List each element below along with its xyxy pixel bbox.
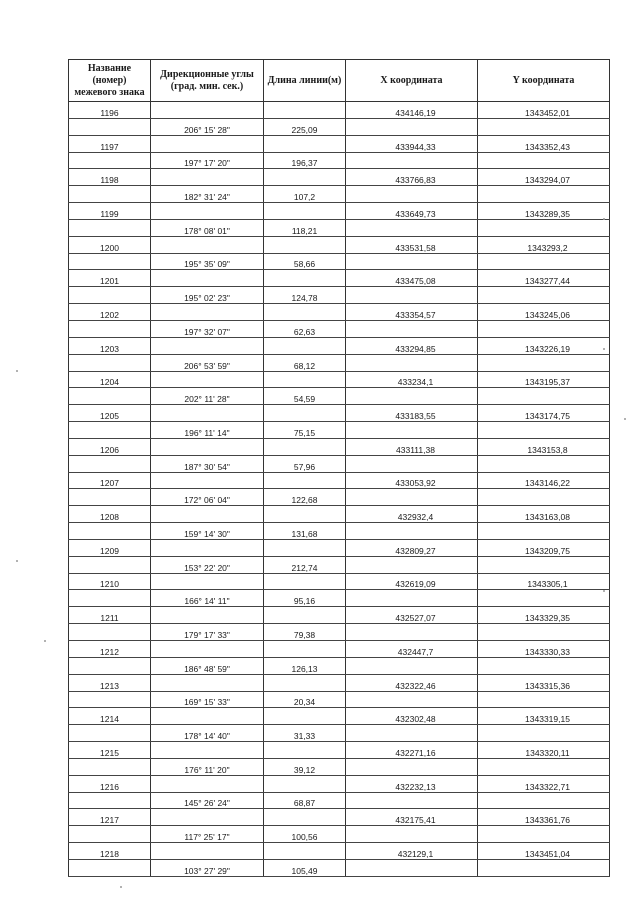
empty-cell: [478, 219, 610, 236]
x-coordinate-cell: 433294,85: [346, 337, 478, 354]
direction-angle-cell: 202° 11' 28": [151, 388, 264, 405]
empty-cell: [151, 438, 264, 455]
empty-cell: [264, 304, 346, 321]
empty-cell: [346, 859, 478, 876]
empty-cell: [264, 169, 346, 186]
empty-cell: [346, 691, 478, 708]
empty-cell: [69, 354, 151, 371]
empty-cell: [69, 320, 151, 337]
empty-cell: [151, 203, 264, 220]
direction-angle-cell: 166° 14' 11": [151, 590, 264, 607]
empty-cell: [151, 742, 264, 759]
empty-cell: [151, 270, 264, 287]
empty-cell: [69, 657, 151, 674]
line-length-cell: 20,34: [264, 691, 346, 708]
table-row: [69, 657, 610, 674]
table-row: [69, 304, 610, 321]
header-mark-name: Название (номер) межевого знака: [69, 60, 151, 102]
empty-cell: [478, 792, 610, 809]
table-row: [69, 691, 610, 708]
mark-name-cell: 1197: [69, 135, 151, 152]
line-length-cell: 75,15: [264, 422, 346, 439]
empty-cell: [151, 304, 264, 321]
mark-name-cell: 1196: [69, 102, 151, 119]
mark-name-cell: 1218: [69, 843, 151, 860]
table-row: [69, 809, 610, 826]
y-coordinate-cell: 1343305,1: [478, 573, 610, 590]
x-coordinate-cell: 432232,13: [346, 775, 478, 792]
empty-cell: [69, 455, 151, 472]
y-coordinate-cell: 1343452,01: [478, 102, 610, 119]
empty-cell: [346, 758, 478, 775]
table-row: [69, 102, 610, 119]
x-coordinate-cell: 432619,09: [346, 573, 478, 590]
mark-name-cell: 1213: [69, 674, 151, 691]
empty-cell: [151, 573, 264, 590]
x-coordinate-cell: 434146,19: [346, 102, 478, 119]
mark-name-cell: 1200: [69, 236, 151, 253]
scan-speck: [603, 590, 605, 592]
empty-cell: [346, 287, 478, 304]
empty-cell: [478, 287, 610, 304]
empty-cell: [69, 186, 151, 203]
empty-cell: [478, 489, 610, 506]
empty-cell: [346, 523, 478, 540]
empty-cell: [69, 590, 151, 607]
x-coordinate-cell: 432322,46: [346, 674, 478, 691]
mark-name-cell: 1201: [69, 270, 151, 287]
empty-cell: [264, 539, 346, 556]
empty-cell: [69, 118, 151, 135]
empty-cell: [346, 152, 478, 169]
table-row: [69, 725, 610, 742]
table-row: [69, 118, 610, 135]
y-coordinate-cell: 1343330,33: [478, 641, 610, 658]
empty-cell: [264, 371, 346, 388]
header-line-length: Длина линии(м): [264, 60, 346, 102]
empty-cell: [264, 135, 346, 152]
x-coordinate-cell: 432932,4: [346, 506, 478, 523]
empty-cell: [264, 236, 346, 253]
y-coordinate-cell: 1343352,43: [478, 135, 610, 152]
direction-angle-cell: 159° 14' 30": [151, 523, 264, 540]
empty-cell: [346, 455, 478, 472]
y-coordinate-cell: 1343315,36: [478, 674, 610, 691]
line-length-cell: 62,63: [264, 320, 346, 337]
line-length-cell: 39,12: [264, 758, 346, 775]
x-coordinate-cell: 432271,16: [346, 742, 478, 759]
empty-cell: [264, 742, 346, 759]
empty-cell: [151, 607, 264, 624]
table-row: [69, 203, 610, 220]
empty-cell: [69, 152, 151, 169]
y-coordinate-cell: 1343319,15: [478, 708, 610, 725]
empty-cell: [346, 388, 478, 405]
empty-cell: [264, 775, 346, 792]
empty-cell: [151, 674, 264, 691]
empty-cell: [69, 422, 151, 439]
empty-cell: [478, 758, 610, 775]
empty-cell: [346, 725, 478, 742]
empty-cell: [264, 203, 346, 220]
empty-cell: [346, 422, 478, 439]
empty-cell: [151, 371, 264, 388]
direction-angle-cell: 178° 08' 01": [151, 219, 264, 236]
empty-cell: [151, 641, 264, 658]
empty-cell: [478, 826, 610, 843]
header-y-coordinate: Y координата: [478, 60, 610, 102]
empty-cell: [69, 758, 151, 775]
y-coordinate-cell: 1343209,75: [478, 539, 610, 556]
direction-angle-cell: 197° 32' 07": [151, 320, 264, 337]
empty-cell: [264, 573, 346, 590]
y-coordinate-cell: 1343163,08: [478, 506, 610, 523]
empty-cell: [346, 489, 478, 506]
y-coordinate-cell: 1343195,37: [478, 371, 610, 388]
empty-cell: [69, 725, 151, 742]
empty-cell: [478, 186, 610, 203]
empty-cell: [151, 809, 264, 826]
empty-cell: [264, 438, 346, 455]
empty-cell: [264, 641, 346, 658]
table-row: [69, 590, 610, 607]
table-row: [69, 219, 610, 236]
mark-name-cell: 1209: [69, 539, 151, 556]
table-row: [69, 758, 610, 775]
empty-cell: [151, 708, 264, 725]
line-length-cell: 57,96: [264, 455, 346, 472]
scan-speck: [120, 886, 122, 888]
empty-cell: [478, 556, 610, 573]
direction-angle-cell: 206° 53' 59": [151, 354, 264, 371]
direction-angle-cell: 103° 27' 29": [151, 859, 264, 876]
empty-cell: [346, 624, 478, 641]
direction-angle-cell: 117° 25' 17": [151, 826, 264, 843]
empty-cell: [264, 405, 346, 422]
table-row: [69, 742, 610, 759]
empty-cell: [478, 725, 610, 742]
empty-cell: [264, 607, 346, 624]
empty-cell: [69, 287, 151, 304]
mark-name-cell: 1206: [69, 438, 151, 455]
table-row: [69, 792, 610, 809]
x-coordinate-cell: 433531,58: [346, 236, 478, 253]
mark-name-cell: 1211: [69, 607, 151, 624]
empty-cell: [478, 253, 610, 270]
line-length-cell: 58,66: [264, 253, 346, 270]
empty-cell: [264, 472, 346, 489]
table-row: [69, 388, 610, 405]
empty-cell: [151, 236, 264, 253]
empty-cell: [151, 102, 264, 119]
empty-cell: [346, 657, 478, 674]
empty-cell: [69, 523, 151, 540]
y-coordinate-cell: 1343322,71: [478, 775, 610, 792]
x-coordinate-cell: 433944,33: [346, 135, 478, 152]
direction-angle-cell: 182° 31' 24": [151, 186, 264, 203]
scan-speck: [603, 218, 605, 220]
table-body: [69, 102, 610, 877]
table-row: [69, 135, 610, 152]
empty-cell: [151, 405, 264, 422]
direction-angle-cell: 206° 15' 28": [151, 118, 264, 135]
table-row: [69, 674, 610, 691]
empty-cell: [346, 792, 478, 809]
empty-cell: [478, 422, 610, 439]
x-coordinate-cell: 433354,57: [346, 304, 478, 321]
line-length-cell: 68,87: [264, 792, 346, 809]
line-length-cell: 124,78: [264, 287, 346, 304]
mark-name-cell: 1204: [69, 371, 151, 388]
empty-cell: [478, 657, 610, 674]
direction-angle-cell: 178° 14' 40": [151, 725, 264, 742]
line-length-cell: 118,21: [264, 219, 346, 236]
scan-speck: [16, 560, 18, 562]
table-row: [69, 287, 610, 304]
table-row: [69, 422, 610, 439]
empty-cell: [346, 186, 478, 203]
mark-name-cell: 1202: [69, 304, 151, 321]
empty-cell: [151, 506, 264, 523]
empty-cell: [151, 843, 264, 860]
direction-angle-cell: 195° 35' 09": [151, 253, 264, 270]
empty-cell: [151, 135, 264, 152]
boundary-coordinates-table: [68, 59, 610, 877]
empty-cell: [151, 775, 264, 792]
empty-cell: [478, 455, 610, 472]
table-row: [69, 826, 610, 843]
table-row: [69, 236, 610, 253]
line-length-cell: 196,37: [264, 152, 346, 169]
direction-angle-cell: 186° 48' 59": [151, 657, 264, 674]
table-row: [69, 270, 610, 287]
x-coordinate-cell: 432175,41: [346, 809, 478, 826]
empty-cell: [346, 253, 478, 270]
y-coordinate-cell: 1343245,06: [478, 304, 610, 321]
empty-cell: [346, 590, 478, 607]
empty-cell: [69, 253, 151, 270]
empty-cell: [69, 489, 151, 506]
direction-angle-cell: 172° 06' 04": [151, 489, 264, 506]
direction-angle-cell: 145° 26' 24": [151, 792, 264, 809]
empty-cell: [69, 691, 151, 708]
line-length-cell: 79,38: [264, 624, 346, 641]
empty-cell: [346, 219, 478, 236]
y-coordinate-cell: 1343361,76: [478, 809, 610, 826]
empty-cell: [264, 270, 346, 287]
direction-angle-cell: 179° 17' 33": [151, 624, 264, 641]
mark-name-cell: 1210: [69, 573, 151, 590]
empty-cell: [264, 708, 346, 725]
empty-cell: [346, 118, 478, 135]
line-length-cell: 225,09: [264, 118, 346, 135]
y-coordinate-cell: 1343451,04: [478, 843, 610, 860]
header-row: [69, 60, 610, 102]
table-row: [69, 843, 610, 860]
empty-cell: [151, 169, 264, 186]
empty-cell: [69, 624, 151, 641]
line-length-cell: 100,56: [264, 826, 346, 843]
table-row: [69, 624, 610, 641]
empty-cell: [69, 826, 151, 843]
empty-cell: [69, 388, 151, 405]
table-row: [69, 337, 610, 354]
scan-speck: [16, 370, 18, 372]
x-coordinate-cell: 433111,38: [346, 438, 478, 455]
table-row: [69, 489, 610, 506]
line-length-cell: 122,68: [264, 489, 346, 506]
y-coordinate-cell: 1343320,11: [478, 742, 610, 759]
empty-cell: [478, 859, 610, 876]
empty-cell: [69, 792, 151, 809]
y-coordinate-cell: 1343226,19: [478, 337, 610, 354]
table-row: [69, 455, 610, 472]
empty-cell: [478, 624, 610, 641]
x-coordinate-cell: 433183,55: [346, 405, 478, 422]
table-row: [69, 152, 610, 169]
direction-angle-cell: 176° 11' 20": [151, 758, 264, 775]
x-coordinate-cell: 433234,1: [346, 371, 478, 388]
empty-cell: [478, 152, 610, 169]
table-row: [69, 573, 610, 590]
line-length-cell: 107,2: [264, 186, 346, 203]
y-coordinate-cell: 1343153,8: [478, 438, 610, 455]
direction-angle-cell: 197° 17' 20": [151, 152, 264, 169]
scan-speck: [624, 418, 626, 420]
x-coordinate-cell: 432129,1: [346, 843, 478, 860]
mark-name-cell: 1208: [69, 506, 151, 523]
header-x-coordinate: X координата: [346, 60, 478, 102]
y-coordinate-cell: 1343174,75: [478, 405, 610, 422]
empty-cell: [478, 691, 610, 708]
empty-cell: [151, 337, 264, 354]
line-length-cell: 212,74: [264, 556, 346, 573]
line-length-cell: 126,13: [264, 657, 346, 674]
empty-cell: [264, 506, 346, 523]
y-coordinate-cell: 1343294,07: [478, 169, 610, 186]
x-coordinate-cell: 432447,7: [346, 641, 478, 658]
empty-cell: [346, 320, 478, 337]
empty-cell: [478, 118, 610, 135]
mark-name-cell: 1207: [69, 472, 151, 489]
mark-name-cell: 1205: [69, 405, 151, 422]
empty-cell: [478, 354, 610, 371]
table-row: [69, 371, 610, 388]
table-row: [69, 405, 610, 422]
y-coordinate-cell: 1343293,2: [478, 236, 610, 253]
mark-name-cell: 1217: [69, 809, 151, 826]
empty-cell: [478, 590, 610, 607]
table-row: [69, 438, 610, 455]
empty-cell: [69, 219, 151, 236]
empty-cell: [69, 859, 151, 876]
table-row: [69, 354, 610, 371]
mark-name-cell: 1203: [69, 337, 151, 354]
direction-angle-cell: 187° 30' 54": [151, 455, 264, 472]
empty-cell: [69, 556, 151, 573]
table-row: [69, 539, 610, 556]
direction-angle-cell: 153° 22' 20": [151, 556, 264, 573]
scan-speck: [603, 348, 605, 350]
empty-cell: [264, 337, 346, 354]
x-coordinate-cell: 433475,08: [346, 270, 478, 287]
x-coordinate-cell: 432527,07: [346, 607, 478, 624]
direction-angle-cell: 195° 02' 23": [151, 287, 264, 304]
mark-name-cell: 1198: [69, 169, 151, 186]
line-length-cell: 95,16: [264, 590, 346, 607]
line-length-cell: 31,33: [264, 725, 346, 742]
mark-name-cell: 1199: [69, 203, 151, 220]
mark-name-cell: 1214: [69, 708, 151, 725]
empty-cell: [151, 539, 264, 556]
empty-cell: [346, 826, 478, 843]
x-coordinate-cell: 433649,73: [346, 203, 478, 220]
table-row: [69, 859, 610, 876]
x-coordinate-cell: 433766,83: [346, 169, 478, 186]
empty-cell: [346, 354, 478, 371]
empty-cell: [346, 556, 478, 573]
table-row: [69, 607, 610, 624]
table-row: [69, 556, 610, 573]
empty-cell: [264, 843, 346, 860]
table-row: [69, 641, 610, 658]
line-length-cell: 54,59: [264, 388, 346, 405]
empty-cell: [478, 388, 610, 405]
mark-name-cell: 1215: [69, 742, 151, 759]
x-coordinate-cell: 433053,92: [346, 472, 478, 489]
table-row: [69, 472, 610, 489]
line-length-cell: 68,12: [264, 354, 346, 371]
x-coordinate-cell: 432302,48: [346, 708, 478, 725]
y-coordinate-cell: 1343277,44: [478, 270, 610, 287]
empty-cell: [478, 523, 610, 540]
table-row: [69, 253, 610, 270]
y-coordinate-cell: 1343146,22: [478, 472, 610, 489]
empty-cell: [151, 472, 264, 489]
line-length-cell: 105,49: [264, 859, 346, 876]
empty-cell: [264, 674, 346, 691]
table-row: [69, 186, 610, 203]
direction-angle-cell: 196° 11' 14": [151, 422, 264, 439]
empty-cell: [478, 320, 610, 337]
mark-name-cell: 1212: [69, 641, 151, 658]
y-coordinate-cell: 1343329,35: [478, 607, 610, 624]
table-row: [69, 708, 610, 725]
y-coordinate-cell: 1343289,35: [478, 203, 610, 220]
table-row: [69, 320, 610, 337]
mark-name-cell: 1216: [69, 775, 151, 792]
table-row: [69, 775, 610, 792]
table-row: [69, 169, 610, 186]
table-row: [69, 506, 610, 523]
scan-speck: [44, 640, 46, 642]
empty-cell: [264, 102, 346, 119]
header-direction-angle: Дирекционные углы (град. мин. сек.): [151, 60, 264, 102]
direction-angle-cell: 169° 15' 33": [151, 691, 264, 708]
line-length-cell: 131,68: [264, 523, 346, 540]
x-coordinate-cell: 432809,27: [346, 539, 478, 556]
table-row: [69, 523, 610, 540]
empty-cell: [264, 809, 346, 826]
